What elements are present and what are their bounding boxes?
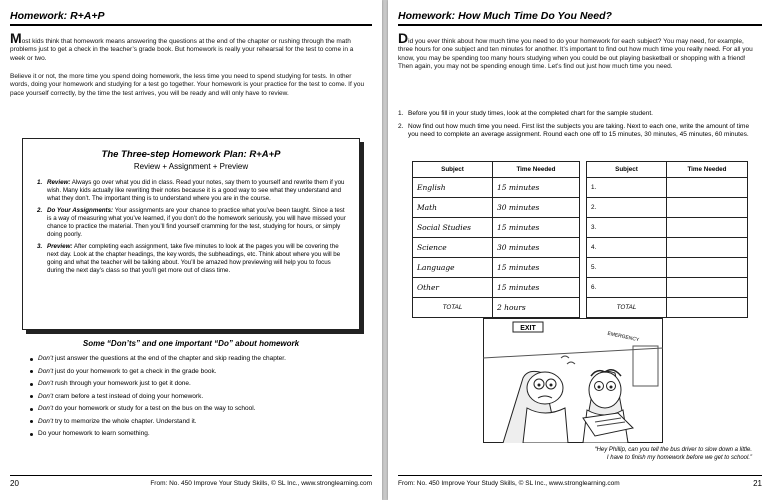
left-page	[0, 0, 382, 500]
box-title: The Three-step Homework Plan: R+A+P	[101, 149, 281, 160]
table-row: 5.	[587, 258, 748, 278]
left-intro-paragraph-2: Believe it or not, the more time you spend doing homework, the less time you need to spend studying for tests. In other words, doing your homework and studying for a test go together. Your homework is your practice for the test to come. If you pace yourself correctly, by the time the test arrives, you will be ready and will only have to review.	[10, 73, 365, 97]
right-intro-paragraph: Did you ever think about how much time you need to do your homework for each subject? You may need, for example, three hours for one subject and ten minutes for another. It’s important to find out how much time you really need. For all you know, you may be spending too many hours studying when you could be out playing basketball or shopping with a friend! Then again, you may not be spending enough time. Let’s find out just how much time you need.	[398, 30, 753, 71]
table-row: 1.	[587, 178, 748, 198]
table-row: 3.	[587, 218, 748, 238]
left-intro-paragraph-1: Most kids think that homework means answering the questions at the end of the chapter or rushing through the math problems just to get a check in the teacher’s grade book. But homework is really your rehearsal for the test to come in a week or two.	[10, 30, 354, 62]
bus-cartoon-illustration	[483, 318, 663, 443]
homework-plan-box	[22, 138, 360, 330]
footer-source: From: No. 450 Improve Your Study Skills, © SL Inc., www.stronglearning.com	[398, 480, 620, 487]
table-row: 6.	[587, 278, 748, 298]
footer-source: From: No. 450 Improve Your Study Skills, © SL Inc., www.stronglearning.com	[150, 480, 372, 487]
exit-sign-text: EXIT	[520, 325, 536, 332]
table-row: Math 30 minutes	[413, 198, 580, 218]
emergency-sign-text: EMERGENCY	[606, 330, 640, 344]
list-item: Don’t try to memorize the whole chapter. Understand it.	[30, 418, 360, 426]
list-item: Don’t just answer the questions at the end of the chapter and skip reading the chapter.	[30, 355, 360, 363]
table-row: 4.	[587, 238, 748, 258]
list-item: Do your homework to learn something.	[30, 430, 360, 438]
box-subtitle: Review + Assignment + Preview	[133, 162, 249, 171]
left-page-header: Homework: R+A+P	[10, 8, 372, 26]
instruction-step: 2. Now find out how much time you need. First list the subjects you are taking. Next to each one, write the amount of time you need to complete an average assignment. Round each one off to 15 minutes, 30 minutes, 45 minutes, 60 minutes.	[398, 123, 750, 139]
table-total-row: TOTAL 2 hours	[413, 298, 580, 318]
dropcap: D	[398, 30, 409, 46]
table-row: Other 15 minutes	[413, 278, 580, 298]
table-total-row: TOTAL	[587, 298, 748, 318]
plan-step: 3. Preview: After completing each assignment, take five minutes to look at the pages you will be covering the next day. Look at the chapter headings, the key words, the subheadings, etc. Think about where you will be going and what the teacher will be talking about. You’ll be amazed how previewing will help you to focus during the next day’s class so that you’ll get more out of class time.	[37, 243, 341, 274]
blank-time-table: Subject Time Needed 1. 2. 3. 4. 5. 6. TOTAL	[586, 161, 748, 318]
page-number: 21	[753, 479, 762, 488]
table-row: Language 15 minutes	[413, 258, 580, 278]
cartoon-caption: “Hey Phillip, can you tell the bus driver to slow down a little. I have to finish my homework before we get to school.”	[594, 447, 752, 461]
left-footer	[10, 475, 372, 488]
list-item: Don’t do your homework or study for a test on the bus on the way to school.	[30, 405, 360, 413]
list-item: Don’t cram before a test instead of doing your homework.	[30, 393, 360, 401]
plan-steps	[37, 179, 347, 275]
list-item: Don’t rush through your homework just to get it done.	[30, 380, 360, 388]
right-page-header: Homework: How Much Time Do You Need?	[398, 8, 762, 26]
dos-donts-list	[30, 355, 360, 443]
plan-step: 2. Do Your Assignments: Your assignments are your chance to practice what you’ve been taught. Since a test is a way of measuring what you’ve learned, if you don’t do the homework seriously, you will have missed your chance to practice the material. Then you’ll find yourself cramming for the test, studying for hours, or simply doing poorly.	[37, 207, 346, 238]
dos-donts-title: Some “Don’ts” and one important “Do” about homework	[82, 339, 300, 348]
table-row: Science 30 minutes	[413, 238, 580, 258]
table-row: 2.	[587, 198, 748, 218]
table-row: English 15 minutes	[413, 178, 580, 198]
instruction-step: 1. Before you fill in your study times, look at the completed chart for the sample student.	[398, 110, 653, 117]
list-item: Don’t just do your homework to get a check in the grade book.	[30, 368, 360, 376]
table-row: Social Studies 15 minutes	[413, 218, 580, 238]
right-footer	[398, 475, 762, 488]
sample-time-table: Subject Time Needed English 15 minutes Math 30 minutes Social Studies 15 minutes Science 30 minutes Language 15 minutes Other 15 minutes TOTAL 2 hours	[412, 161, 580, 318]
dropcap: M	[10, 30, 22, 46]
right-page	[388, 0, 772, 500]
plan-step: 1. Review: Always go over what you did in class. Read your notes, say them to yourself and rewrite them if you wish. Many kids actually like rewriting their notes because it is a good way to see what they understand and what they don’t. The important thing is to understand where you are in the course.	[37, 179, 345, 202]
page-number: 20	[10, 479, 19, 488]
